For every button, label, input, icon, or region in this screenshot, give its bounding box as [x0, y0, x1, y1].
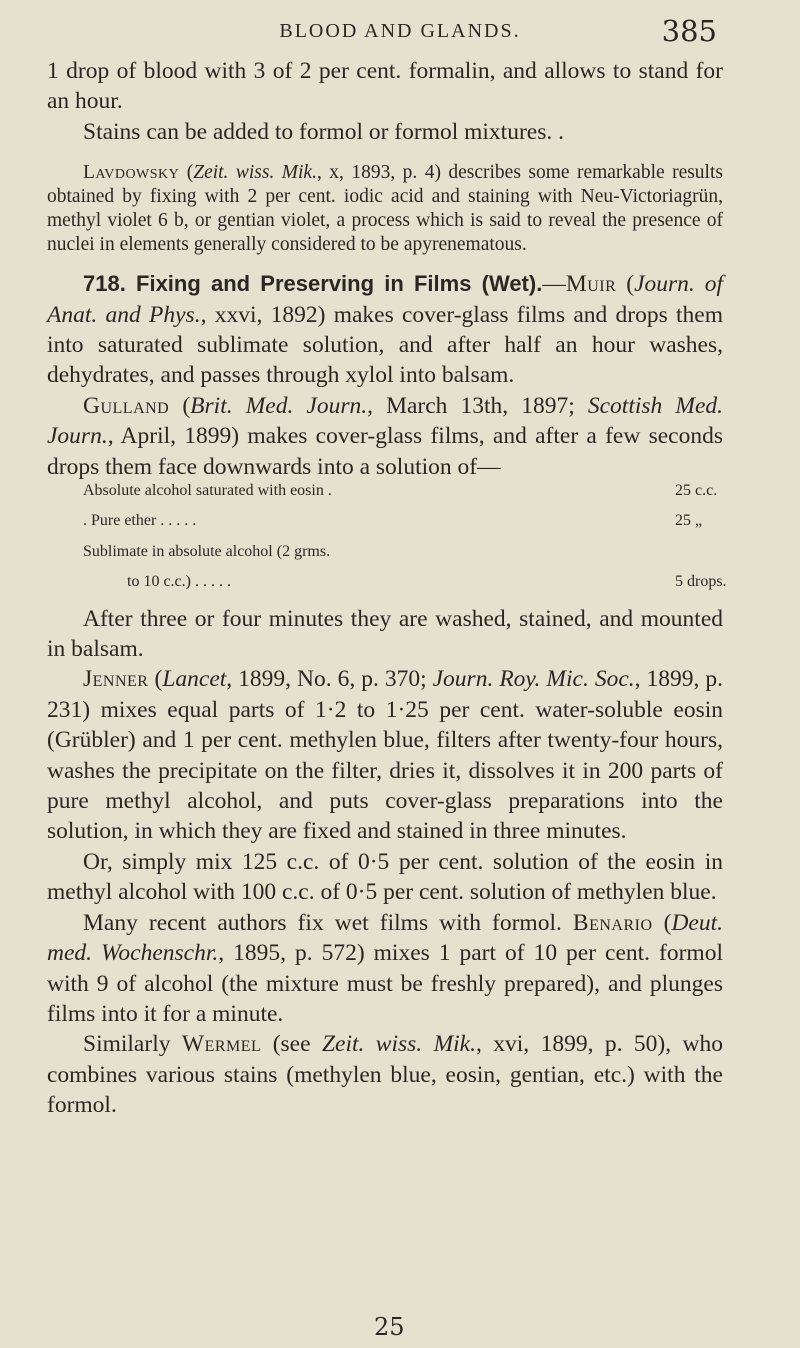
journal-title: Deut. med. Wochenschr.	[47, 909, 724, 967]
page-header	[0, 14, 800, 48]
journal-title: Scottish Med. Journ.	[47, 392, 724, 450]
paragraph-continuation: 1 drop of blood with 3 of 2 per cent. formalin, and allows to stand for an hour.	[47, 58, 723, 115]
recipe-amount: 25 „	[675, 512, 703, 530]
author-muir: Muir	[565, 271, 617, 298]
citation-open: (	[652, 909, 672, 936]
paragraph-lavdowsky	[47, 161, 723, 257]
author-wermel: Wermel	[181, 1031, 262, 1058]
journal-title: Lancet	[162, 666, 227, 693]
citation-text: , 1899, No. 6, p. 370;	[226, 666, 433, 693]
section-dash: —	[542, 271, 566, 298]
signature-mark: 25	[374, 1313, 405, 1341]
paragraph-or-simply: Or, simply mix 125 c.c. of 0·5 per cent. solution of the eosin in methyl alcohol with 100 c.c. of 0·5 per cent. solution of methylen blue.	[47, 848, 723, 906]
citation-text: , April, 1899) makes cover-glass films, and after a few seconds drops them face downwards into a solution of—	[47, 423, 723, 480]
citation-text: , 1899, p. 231) mixes equal parts of 1·2 to 1·25 per cent. water-soluble eosin (Grübler) and 1 per cent. methylen blue, filters after twenty-four hours, washes the precipitate on the filter, dries it, dissolves it in 200 parts of pure methyl alcohol, and puts cover-glass preparations into the solution, in which they are fixed and stained in three minutes.	[47, 666, 724, 845]
page-number: 385	[661, 14, 717, 48]
recipe-row	[83, 543, 723, 573]
paragraph-after-recipe: After three or four minutes they are washed, stained, and mounted in balsam.	[47, 605, 723, 663]
citation-text: , March 13th, 1897;	[367, 392, 588, 419]
section-title: Fixing and Preserving in Films (Wet).	[125, 271, 543, 297]
journal-title: Zeit. wiss. Mik.	[321, 1031, 476, 1058]
journal-title: Journ. Roy. Mic. Soc.	[432, 666, 635, 693]
recipe-row	[83, 482, 723, 512]
citation-open: (	[169, 392, 191, 419]
paragraph-benario	[47, 908, 723, 1030]
paragraph-wermel	[47, 1029, 723, 1120]
citation-open: (	[179, 162, 194, 184]
journal-title: Zeit. wiss. Mik.	[193, 162, 317, 184]
citation-text: , xxvi, 1892) makes cover-glass films and drops them into saturated sublimate solution, and after half an hour washes, dehydrates, and passes through xylol into balsam.	[47, 301, 723, 389]
citation-text: , x, 1893, p. 4) describes some remarkable results obtained by fixing with 2 per cent. iodic acid and staining with Neu-Victoriagrün, methyl violet 6 b, or gentian violet, a process which is said to reveal the presence of nuclei in elements generally considered to be apyrenematous.	[47, 162, 723, 256]
recipe-row	[83, 512, 723, 542]
citation-open: (	[148, 666, 163, 693]
recipe-ingredient: Absolute alcohol saturated with eosin .	[83, 482, 332, 500]
citation-text: , xvi, 1899, p. 50), who combines various stains (methylen blue, eosin, gentian, etc.) with the formol.	[47, 1031, 723, 1119]
body-text	[47, 56, 727, 1121]
author-lavdowsky: Lavdowsky	[83, 162, 180, 184]
lead-text: Similarly	[83, 1031, 182, 1058]
recipe-ingredient: . Pure ether . . . . .	[83, 512, 197, 530]
recipe-ingredient: Sublimate in absolute alcohol (2 grms.	[83, 542, 331, 560]
recipe-row	[83, 573, 727, 603]
author-jenner: Jenner	[83, 666, 149, 693]
recipe-list	[83, 482, 727, 604]
citation-open: (see	[261, 1031, 322, 1058]
journal-title: Journ. of Anat. and Phys.	[47, 271, 724, 328]
recipe-ingredient: to 10 c.c.) . . . . .	[127, 573, 231, 591]
citation-text: , 1895, p. 572) mixes 1 part of 10 per cent. formol with 9 of alcohol (the mixture must be freshly prepared), and plunges films into it for a minute.	[47, 940, 723, 1027]
journal-title: Brit. Med. Journ.	[190, 392, 368, 419]
paragraph-gulland	[47, 391, 723, 482]
running-title: BLOOD AND GLANDS.	[279, 20, 521, 42]
paragraph-stains: Stains can be added to formol or formol mixtures. .	[83, 118, 564, 145]
recipe-amount: 5 drops.	[675, 573, 727, 591]
author-benario: Benario	[572, 909, 653, 936]
lead-text: Many recent authors fix wet films with formol.	[83, 909, 573, 936]
section-718	[47, 269, 723, 391]
citation-open: (	[616, 271, 635, 298]
section-number: 718.	[83, 271, 126, 297]
paragraph-jenner	[47, 664, 723, 846]
recipe-amount: 25 c.c.	[675, 482, 718, 500]
author-gulland: Gulland	[83, 392, 170, 419]
